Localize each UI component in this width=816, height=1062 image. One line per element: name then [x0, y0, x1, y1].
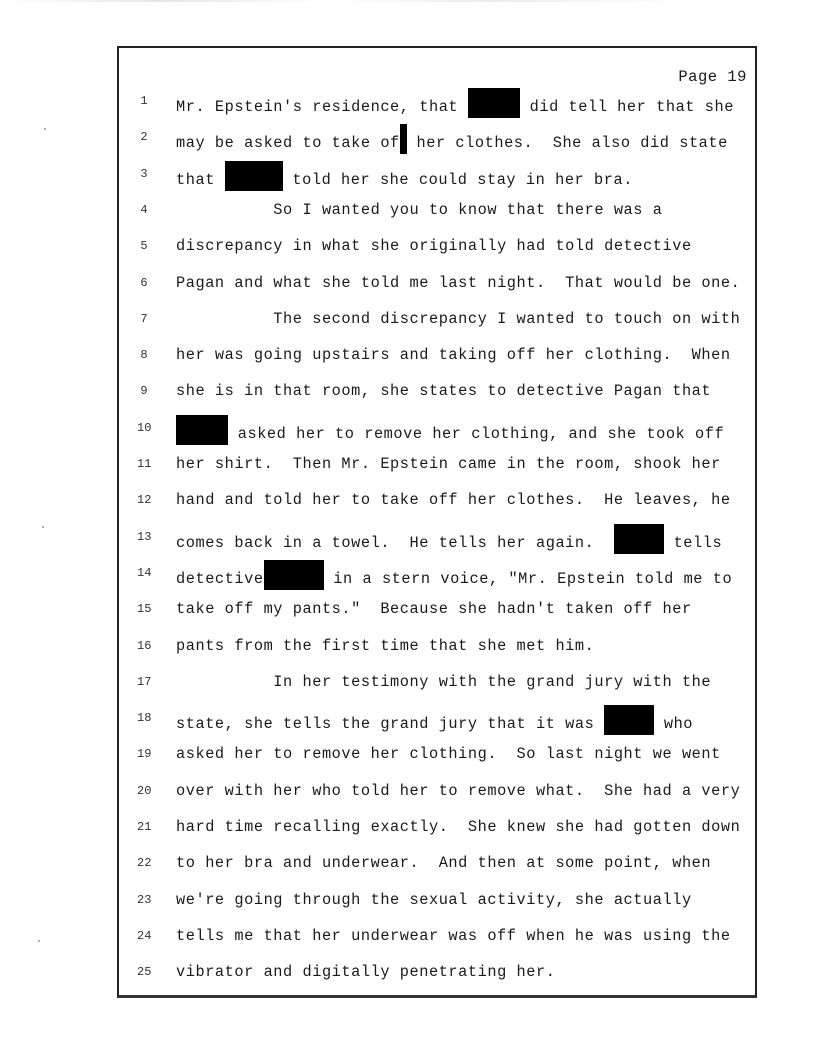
transcript-line: [119, 600, 755, 630]
line-text-segment: asked her to remove her clothing. So last night we went: [176, 745, 721, 764]
line-text: [176, 491, 731, 509]
line-number: 21: [137, 820, 152, 834]
line-text-segment: Mr. Epstein's residence, that: [176, 98, 468, 117]
scan-speck: [44, 128, 46, 130]
transcript-line: [119, 491, 755, 521]
transcript-line: [119, 382, 755, 412]
redaction-block: [264, 560, 324, 590]
line-number: 12: [137, 493, 152, 508]
line-text: [176, 745, 721, 763]
line-text-segment: who: [654, 715, 694, 734]
line-text-segment: The second discrepancy I wanted to touch on with: [176, 309, 741, 328]
transcript-line: [119, 782, 755, 812]
transcript-line: [119, 709, 755, 739]
line-number: 3: [140, 166, 148, 181]
line-text: [176, 237, 692, 255]
line-text-segment: discrepancy in what she originally had told detective: [176, 237, 692, 256]
line-text: [176, 455, 721, 473]
line-text-segment: tells: [663, 533, 723, 552]
line-number: 22: [137, 856, 152, 871]
redaction-block: [176, 415, 228, 445]
line-text-segment: hard time recalling exactly. She knew she had gotten down: [176, 818, 741, 836]
line-text: [176, 637, 594, 655]
line-text: [176, 709, 693, 739]
line-text-segment: may be asked to take of: [176, 134, 400, 153]
transcript-line: [119, 455, 755, 485]
line-text-segment: detective: [176, 569, 264, 588]
line-text-segment: her was going upstairs and taking off her clothing. When: [176, 346, 731, 365]
transcript-line: [119, 854, 755, 884]
line-number: 7: [140, 311, 148, 326]
line-number: 15: [137, 602, 152, 617]
line-number: 20: [137, 783, 152, 798]
transcript-line: [119, 274, 755, 304]
line-number: 11: [137, 457, 152, 471]
line-text-segment: In her testimony with the grand jury with the: [176, 672, 712, 691]
line-text-segment: her shirt. Then Mr. Epstein came in the room, shook her: [176, 455, 721, 473]
scan-speck: [42, 526, 44, 528]
line-text: [176, 673, 711, 691]
line-number: 9: [140, 384, 148, 399]
transcript-line: [119, 891, 755, 921]
line-number: 17: [137, 674, 152, 689]
page-number: Page 19: [678, 68, 747, 86]
line-text-segment: over with her who told her to remove what. She had a very: [176, 781, 741, 800]
line-number: 25: [137, 965, 152, 980]
line-number: 8: [140, 348, 148, 363]
line-text-segment: in a stern voice, "Mr. Epstein told me to: [323, 569, 733, 588]
line-text-segment: her clothes. She also did state: [406, 134, 728, 153]
line-number: 23: [137, 892, 152, 907]
line-number: 2: [140, 130, 148, 145]
line-number: 24: [137, 928, 152, 943]
line-text-segment: pants from the first time that she met him.: [176, 636, 595, 655]
redaction-block: [614, 524, 664, 554]
line-number: 16: [137, 638, 152, 653]
line-text: [176, 274, 740, 292]
line-text: [176, 600, 692, 618]
line-text: [176, 92, 734, 122]
line-text: [176, 818, 740, 836]
line-text: [176, 528, 722, 558]
transcript-page: [117, 46, 757, 998]
line-text-segment: Pagan and what she told me last night. That would be one.: [176, 273, 741, 292]
line-text: [176, 782, 740, 800]
line-number: 18: [137, 711, 152, 726]
transcript-line: [119, 637, 755, 667]
line-text-segment: did tell her that she: [519, 98, 734, 117]
scan-speck: [38, 940, 40, 942]
line-text-segment: asked her to remove her clothing, and she took off: [228, 424, 725, 443]
line-text-segment: told her she could stay in her bra.: [282, 170, 633, 189]
line-number: 1: [140, 94, 148, 108]
line-text: [176, 346, 731, 364]
line-text: [176, 963, 555, 981]
transcript-line: [119, 745, 755, 775]
transcript-line: [119, 346, 755, 376]
redaction-block: [468, 88, 520, 118]
scan-edge: [0, 0, 816, 2]
transcript-line: [119, 92, 755, 122]
transcript-line: [119, 128, 755, 158]
line-number: 4: [140, 202, 148, 217]
line-text-segment: take off my pants." Because she hadn't taken off her: [176, 600, 692, 619]
line-number: 10: [137, 420, 152, 435]
line-number: 14: [137, 565, 152, 580]
transcript-line: [119, 237, 755, 267]
transcript-lines: [119, 48, 755, 995]
redaction-block: [225, 161, 283, 191]
line-text: [176, 564, 732, 594]
line-text-segment: we're going through the sexual activity, she actually: [176, 890, 692, 909]
transcript-line: [119, 564, 755, 594]
redaction-block: [604, 705, 654, 735]
line-number: 13: [137, 529, 152, 544]
line-text-segment: state, she tells the grand jury that it was: [176, 715, 605, 734]
line-text-segment: that: [176, 170, 225, 189]
line-text: [176, 891, 692, 909]
line-text-segment: to her bra and underwear. And then at some point, when: [176, 854, 712, 873]
line-number: 6: [140, 275, 148, 290]
transcript-line: [119, 927, 755, 957]
transcript-line: [119, 165, 755, 195]
line-text: [176, 310, 740, 328]
transcript-line: [119, 673, 755, 703]
line-text-segment: hand and told her to take off her clothes. He leaves, he: [176, 491, 731, 510]
transcript-line: [119, 310, 755, 340]
line-text-segment: comes back in a towel. He tells her again.: [176, 533, 614, 552]
line-text: [176, 128, 728, 158]
transcript-line: [119, 818, 755, 848]
line-text-segment: So I wanted you to know that there was a: [176, 200, 663, 219]
line-text-segment: vibrator and digitally penetrating her.: [176, 963, 556, 982]
line-text: [176, 927, 731, 945]
line-text: [176, 419, 724, 449]
transcript-line: [119, 201, 755, 231]
line-number: 19: [137, 747, 152, 762]
line-text-segment: she is in that room, she states to detective Pagan that: [176, 382, 712, 401]
line-text-segment: tells me that her underwear was off when he was using the: [176, 926, 731, 945]
line-number: 5: [140, 239, 148, 254]
transcript-line: [119, 963, 755, 993]
redaction-block: [400, 124, 407, 154]
line-text: [176, 165, 633, 195]
line-text: [176, 201, 662, 219]
transcript-line: [119, 419, 755, 449]
transcript-line: [119, 528, 755, 558]
line-text: [176, 854, 711, 872]
line-text: [176, 382, 711, 400]
